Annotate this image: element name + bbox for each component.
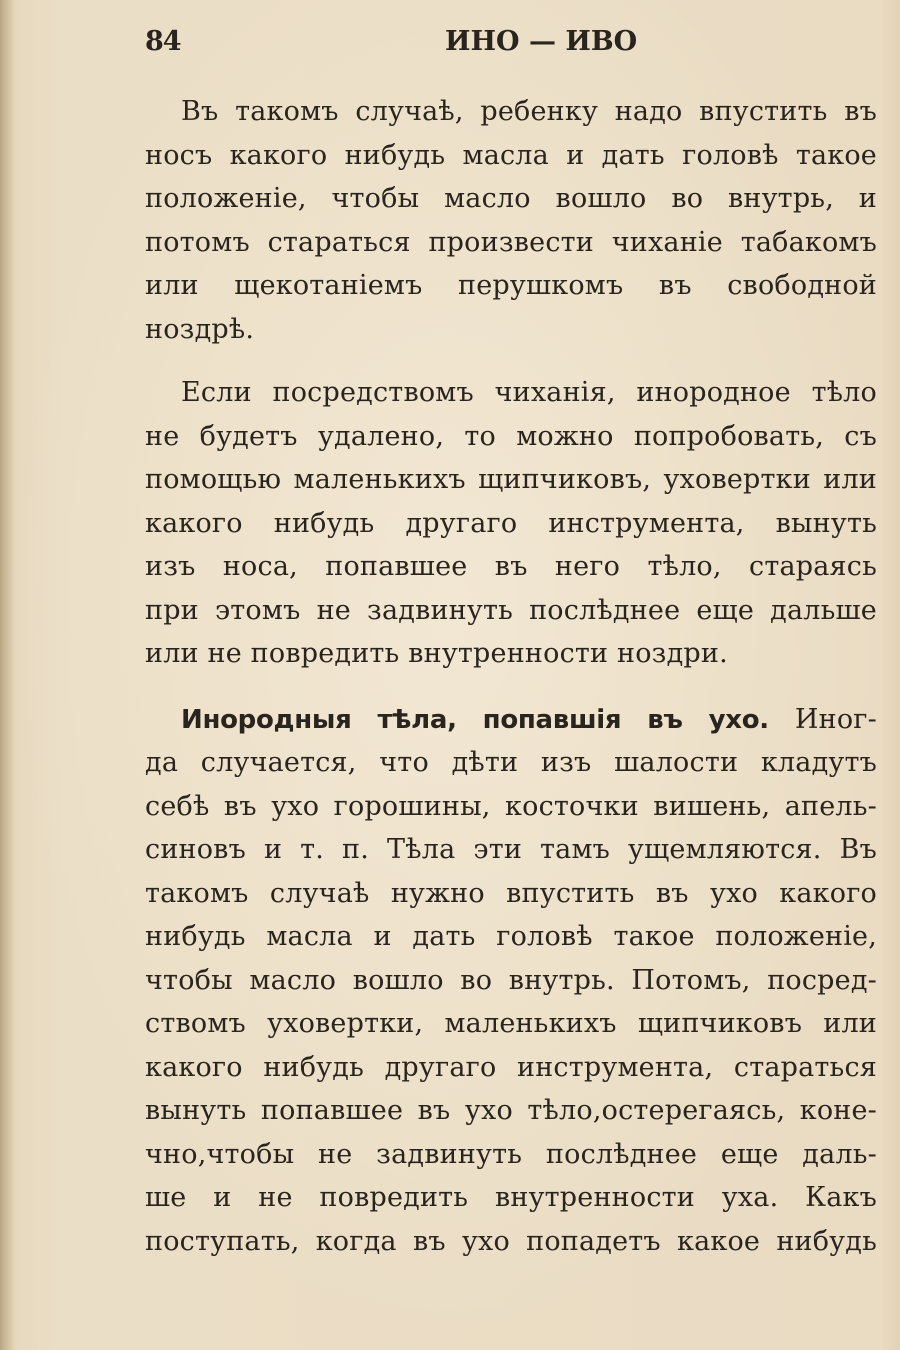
text-line: вынуть попавшее въ ухо тѣло,остерегаясь, коне- [145,1095,877,1126]
text-line: какого нибудь другаго инструмента, вынуть [145,507,877,539]
text-line: синовъ и т. п. Тѣла эти тамъ ущемляются. Въ [145,834,877,865]
text-line: ше и не повредить внутренности уха. Какъ [145,1182,877,1213]
text-line: или щекотаніемъ перушкомъ въ свободной [145,270,877,301]
page-gutter-shadow [0,0,14,1350]
paragraph-2 [145,371,877,676]
running-head: ИНО — ИВО [445,26,638,57]
text-line: при этомъ не задвинуть послѣднее еще дальше [145,594,877,626]
text-line: нибудь масла и дать головѣ такое положеніе, [145,921,877,952]
text-line: Если посредствомъ чиханія, инородное тѣло [181,377,877,408]
paragraph-3 [145,698,877,1264]
text-line: такомъ случаѣ нужно впустить въ ухо какого [145,877,877,909]
text-line: да случается, что дѣти изъ шалости кладутъ [145,747,877,778]
text-line: какого нибудь другаго инструмента, стараться [145,1051,877,1083]
text-line: Въ такомъ случаѣ, ребенку надо впустить въ [181,96,877,127]
section-heading: Инородныя тѣла, попавшія въ ухо. [181,704,769,735]
page-number: 84 [145,26,181,57]
text-line: потомъ стараться произвести чиханіе табакомъ [145,226,877,258]
text-line: помощью маленькихъ щипчиковъ, уховертки или [145,464,877,495]
page-header [145,22,880,70]
section-heading-line [145,698,877,742]
text-line: ствомъ уховертки, маленькихъ щипчиковъ или [145,1008,877,1039]
paragraph-1 [145,90,877,351]
text-line: поступать, когда въ ухо попадетъ какое нибудь [145,1225,877,1257]
body-text [145,90,877,1263]
text-line: чтобы масло вошло во внутрь. Потомъ, посред- [145,964,877,996]
text-line: не будетъ удалено, то можно попробовать, съ [145,420,877,452]
text-line: чно,чтобы не задвинуть послѣднее еще даль- [145,1138,877,1170]
text-fragment: Иног- [794,703,877,735]
text-line: положеніе, чтобы масло вошло во внутрь, и [145,183,877,214]
text-line: изъ носа, попавшее въ него тѣло, стараясь [145,551,877,582]
text-line: ноздрѣ. [145,313,255,345]
text-line: или не повредить внутренности ноздри. [145,638,728,669]
text-line: себѣ въ ухо горошины, косточки вишень, апель- [145,790,877,822]
text-line: носъ какого нибудь масла и дать головѣ такое [145,139,877,171]
